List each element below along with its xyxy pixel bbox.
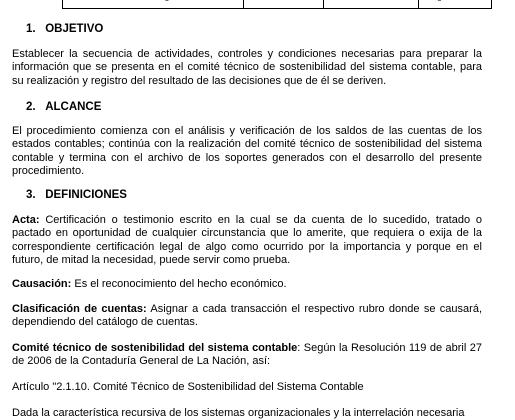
definition-comite xyxy=(12,342,482,369)
article-reference: Artículo "2.1.10. Comité Técnico de Sostenibilidad del Sistema Contable xyxy=(12,381,364,393)
definition-clasificacion xyxy=(12,303,482,330)
document-header-table xyxy=(62,0,492,9)
header-divider xyxy=(418,0,419,8)
section-number: 1. xyxy=(26,23,36,35)
header-version xyxy=(253,0,296,3)
section-heading-objetivo xyxy=(26,23,103,35)
definition-term: Comité técnico de sostenibilidad del sistema contable xyxy=(12,342,298,354)
definition-acta xyxy=(12,214,482,267)
header-divider xyxy=(243,0,244,8)
section-title: DEFINICIONES xyxy=(45,189,127,201)
section-title: ALCANCE xyxy=(45,101,102,113)
header-divider xyxy=(323,0,324,8)
definition-text: Es el reconocimiento del hecho económico. xyxy=(71,278,287,290)
header-date xyxy=(326,0,402,3)
alcance-paragraph: El procedimiento comienza con el análisis y verificación de los saldos de las cuentas de los estados contables; continúa con la realización del comité técnico de sostenibilidad del sistema contable y termina con el archivo de los soportes generados con el desarrollo del presente procedimiento. xyxy=(12,125,482,177)
section-title: OBJETIVO xyxy=(45,23,104,35)
header-page xyxy=(423,0,482,3)
definition-causacion xyxy=(12,278,482,291)
objetivo-paragraph: Establecer la secuencia de actividades, controles y condiciones necesarias para preparar la información que se presenta en el comité técnico de sostenibilidad del sistema contable, para su realización y registro del resultado de las decisiones que de él se deriven. xyxy=(12,48,482,87)
definition-term: Causación: xyxy=(12,278,72,290)
section-number: 3. xyxy=(26,189,36,201)
definition-text: Asignar a cada transacción el respectivo rubro donde se causará, dependiendo del catálogo de cuentas. xyxy=(12,303,483,329)
definition-text: : Según la Resolución 119 de abril 27 de 2006 de la Contaduría General de La Nación, así: xyxy=(12,342,482,368)
section-heading-definiciones xyxy=(26,189,127,201)
header-code xyxy=(143,0,233,3)
definition-term: Clasificación de cuentas: xyxy=(12,303,147,315)
definition-text: Certificación o testimonio escrito en la cual se da cuenta de lo sucedido, tratado o pactado en oportunidad de cualquier circunstancia que lo amerite, que requiera o exija de la correspondiente certificación legal de algo como ocurrido por la importancia y porque en el futuro, de mitad la necesidad, puede servir como prueba. xyxy=(12,214,482,266)
definition-term: Acta: xyxy=(12,214,40,226)
section-heading-alcance xyxy=(26,101,101,113)
continuation-line: Dada la característica recursiva de los sistemas organizacionales y la interrelación necesaria xyxy=(12,407,465,419)
section-number: 2. xyxy=(26,101,36,113)
